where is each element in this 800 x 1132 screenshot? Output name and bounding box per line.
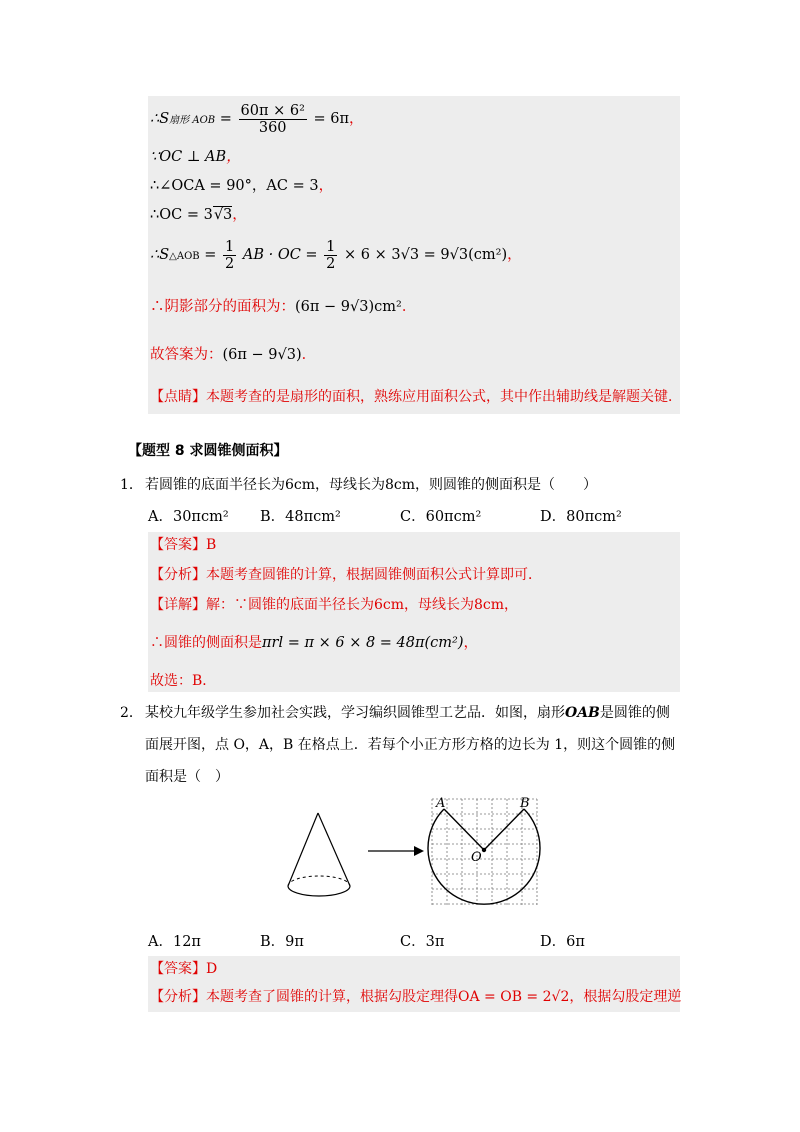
cone-figure xyxy=(280,808,370,908)
fraction-half-2: $\frac{1}{2}$ xyxy=(326,238,336,272)
q2-line-2: 面展开图，点 O，A，B 在格点上．若每个小正方形方格的边长为 1，则这个圆锥的侧 xyxy=(145,737,676,753)
q2-option-d: D．6π xyxy=(540,934,585,950)
q1-answer: 【答案】B xyxy=(150,537,217,553)
q1-text: 若圆锥的底面半径长为6cm，母线长为8cm，则圆锥的侧面积是（ ） xyxy=(145,477,598,493)
q2-option-a: A．12π xyxy=(148,934,201,950)
q1-analysis: 【分析】本题考查圆锥的计算，根据圆锥侧面积公式计算即可． xyxy=(150,567,542,583)
q2-answer: 【答案】D xyxy=(150,961,218,977)
solution-line-4: ∴OC = 3√3， xyxy=(150,207,247,223)
fraction-half-1: $\frac{1}{2}$ xyxy=(225,238,235,272)
q2-number: 2． xyxy=(120,705,143,721)
point-label-b: B xyxy=(520,796,530,811)
q1-choose: 故选：B． xyxy=(150,673,217,689)
section-title: 【题型 8 求圆锥侧面积】 xyxy=(128,443,288,459)
solution-line-5: ∴S△AOB = $\frac{1}{2}$ AB · OC = $\frac{1}{2}$ × 6 × 3√3 = 9√3(cm²)， xyxy=(150,238,522,272)
solution-line-3: ∴∠OCA = 90°，AC = 3， xyxy=(150,178,334,194)
solution-line-6: ∴阴影部分的面积为：(6π − 9√3)cm²． xyxy=(150,299,417,315)
q1-option-a: A．30πcm² xyxy=(148,509,229,525)
q1-option-d: D．80πcm² xyxy=(540,509,622,525)
q1-number: 1． xyxy=(120,477,143,493)
q1-option-b: B．48πcm² xyxy=(260,509,341,525)
q2-line-1: 某校九年级学生参加社会实践，学习编织圆锥型工艺品．如图，扇形OAB是圆锥的侧 xyxy=(145,705,670,721)
solution-line-2: ∵OC ⊥ AB， xyxy=(150,149,241,165)
q1-option-c: C．60πcm² xyxy=(400,509,482,525)
q1-detail: 【详解】解：∵圆锥的底面半径长为6cm，母线长为8cm， xyxy=(150,597,519,613)
arrow-right-icon xyxy=(368,844,424,858)
fraction-sector-area: $\frac{\text{60π × 6²}}{360}$ xyxy=(240,102,305,136)
q2-line-3: 面积是（ ） xyxy=(145,769,229,785)
q2-analysis: 【分析】本题考查了圆锥的计算，根据勾股定理得OA = OB = 2√2，根据勾股定理逆 xyxy=(150,989,682,1005)
q2-option-c: C．3π xyxy=(400,934,445,950)
solution-line-7: 故答案为：(6π − 9√3)． xyxy=(150,347,317,363)
point-label-a: A xyxy=(436,796,446,811)
q2-option-b: B．9π xyxy=(260,934,304,950)
solution-comment: 【点睛】本题考查的是扇形的面积，熟练应用面积公式，其中作出辅助线是解题关键． xyxy=(150,389,682,405)
point-label-o: O xyxy=(471,850,482,865)
sector-grid-figure xyxy=(424,794,549,912)
solution-line-1: ∴S扇形 AOB = $\frac{\text{60π × 6²}}{360}$ = 6π， xyxy=(150,102,364,136)
q1-detail-2: ∴圆锥的侧面积是πrl = π × 6 × 8 = 48π(cm²)， xyxy=(150,635,479,651)
